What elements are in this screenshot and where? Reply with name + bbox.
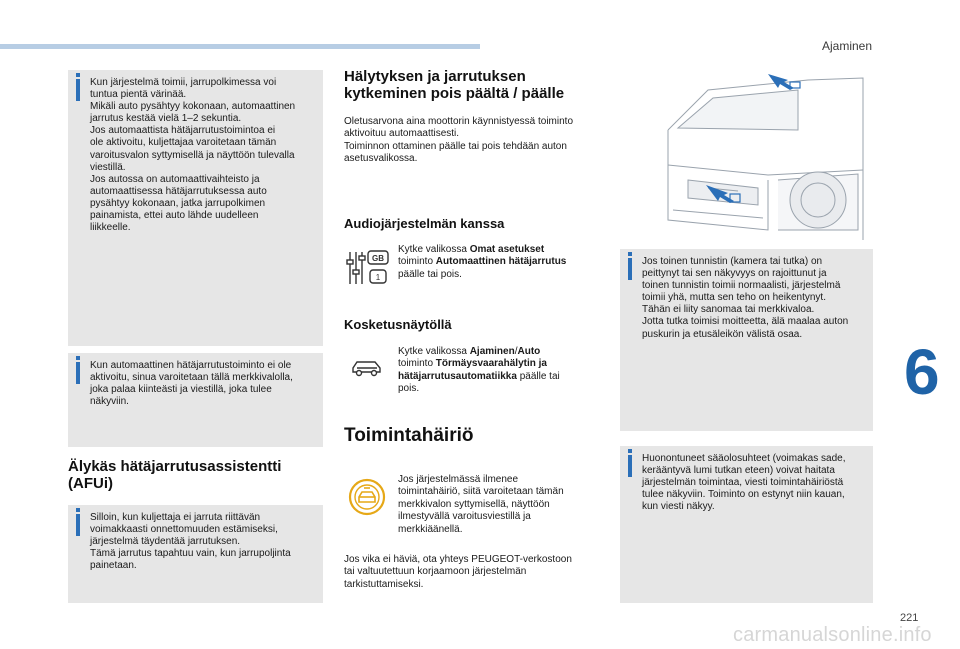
heading-afui: Älykäs hätäjarrutusassistentti (AFUi) — [68, 458, 282, 492]
malfunction-contact-text: Jos vika ei häviä, ota yhteys PEUGEOT-verkostoon tai valtuutettuun korjaamoon järjestelmän tarkistuttamiseksi. — [344, 554, 572, 590]
info-note-sensor-covered — [620, 249, 873, 431]
note-text: Huonontuneet sääolosuhteet (voimakas sade, kerääntyvä lumi tutkan eteen) voivat haitata järjestelmän toimintaa, viesti toimintahäiriöstä tulee näkyviin. Toiminto on estynyt niin kauan, kun viesti näkyy. — [642, 453, 846, 513]
watermark: carmanualsonline.info — [733, 624, 932, 646]
touchscreen-instructions: Kytke valikossa Ajaminen/Auto toiminto Törmäysvaarahälytin ja hätäjarrutusautomatiikka päälle tai pois. — [398, 346, 560, 395]
note-text: Silloin, kun kuljettaja ei jarruta riittävän voimakkaasti onnettomuuden estämiseksi, järjestelmä täydentää jarrutuksen. Tämä jarrutus tapahtuu vain, kun jarrupoljinta painetaan. — [90, 512, 291, 572]
info-icon — [628, 258, 632, 280]
van-front-illustration — [648, 70, 873, 240]
one-label: 1 — [375, 273, 381, 282]
note-text: Kun järjestelmä toimii, jarrupolkimessa voi tuntua pientä värinää. Mikäli auto pysähtyy kokonaan, automaattinen jarrutus kestää vielä 1–2 sekuntia. Jos automaattista hätäjarrutustoimintoa ei ole aktivoitu, kuljettajaa varoitetaan tämän varoitusvalon syttymisellä ja näyttöön tulevalla viestillä. Jos autossa on automaattivaihteisto ja automaattisessa hätäjarrutuksessa auto pysähtyy kokonaan, jatka jarrupolkimen painamista, ettei auto lähde uudelleen liikkeelle. — [90, 77, 296, 234]
info-icon — [76, 514, 80, 536]
car-settings-icon — [350, 357, 384, 379]
info-icon — [76, 362, 80, 384]
heading-toggle: Hälytyksen ja jarrutuksen kytkeminen pois päältä / päälle — [344, 68, 565, 102]
toggle-intro: Oletusarvona aina moottorin käynnistyessä toiminto aktivoituu automaattisesti. Toiminnon ottaminen päälle tai pois tehdään auton asetusvalikossa. — [344, 116, 574, 165]
audio-instructions: Kytke valikossa Omat asetukset toiminto Automaattinen hätäjarrutus päälle tai pois. — [398, 244, 567, 280]
audio-settings-icon — [346, 248, 392, 288]
chapter-number: 6 — [904, 336, 940, 408]
heading-malfunction: Toimintahäiriö — [344, 425, 474, 446]
section-title: Ajaminen — [822, 39, 873, 53]
info-note-brake-vibration — [68, 70, 323, 346]
info-icon — [628, 455, 632, 477]
info-note-weather — [620, 446, 873, 603]
top-accent-bar — [0, 44, 480, 49]
info-icon — [76, 79, 80, 101]
malfunction-text: Jos järjestelmässä ilmenee toimintahäiriö, siitä varoitetaan tämän merkkivalon syttymisellä, näyttöön ilmestyvällä varoitusviestillä ja merkkiäänellä. — [398, 474, 564, 535]
note-text: Kun automaattinen hätäjarrutustoiminto ei ole aktivoitu, sinua varoitetaan tällä merkkivalolla, joka palaa kiinteästi ja viestillä, joka tulee näkyviin. — [90, 360, 293, 408]
collision-warning-icon — [348, 478, 386, 516]
info-note-afui — [68, 505, 323, 603]
heading-touchscreen: Kosketusnäytöllä — [344, 317, 452, 332]
gb-label: GB — [372, 254, 384, 263]
heading-audio: Audiojärjestelmän kanssa — [344, 216, 505, 231]
page-number: 221 — [900, 612, 919, 624]
info-note-not-activated — [68, 353, 323, 447]
note-text: Jos toinen tunnistin (kamera tai tutka) on peittynyt tai sen näkyvyys on rajoittunut ja toinen tunnistin toimii normaalisti, järjestelmä toimii yhä, mutta sen teho on heikentynyt. Tähän ei liity sanomaa tai merkkivaloa. Jotta tutka toimisi moitteetta, älä maalaa auton puskurin ja etusäleikön välistä osaa. — [642, 256, 849, 340]
